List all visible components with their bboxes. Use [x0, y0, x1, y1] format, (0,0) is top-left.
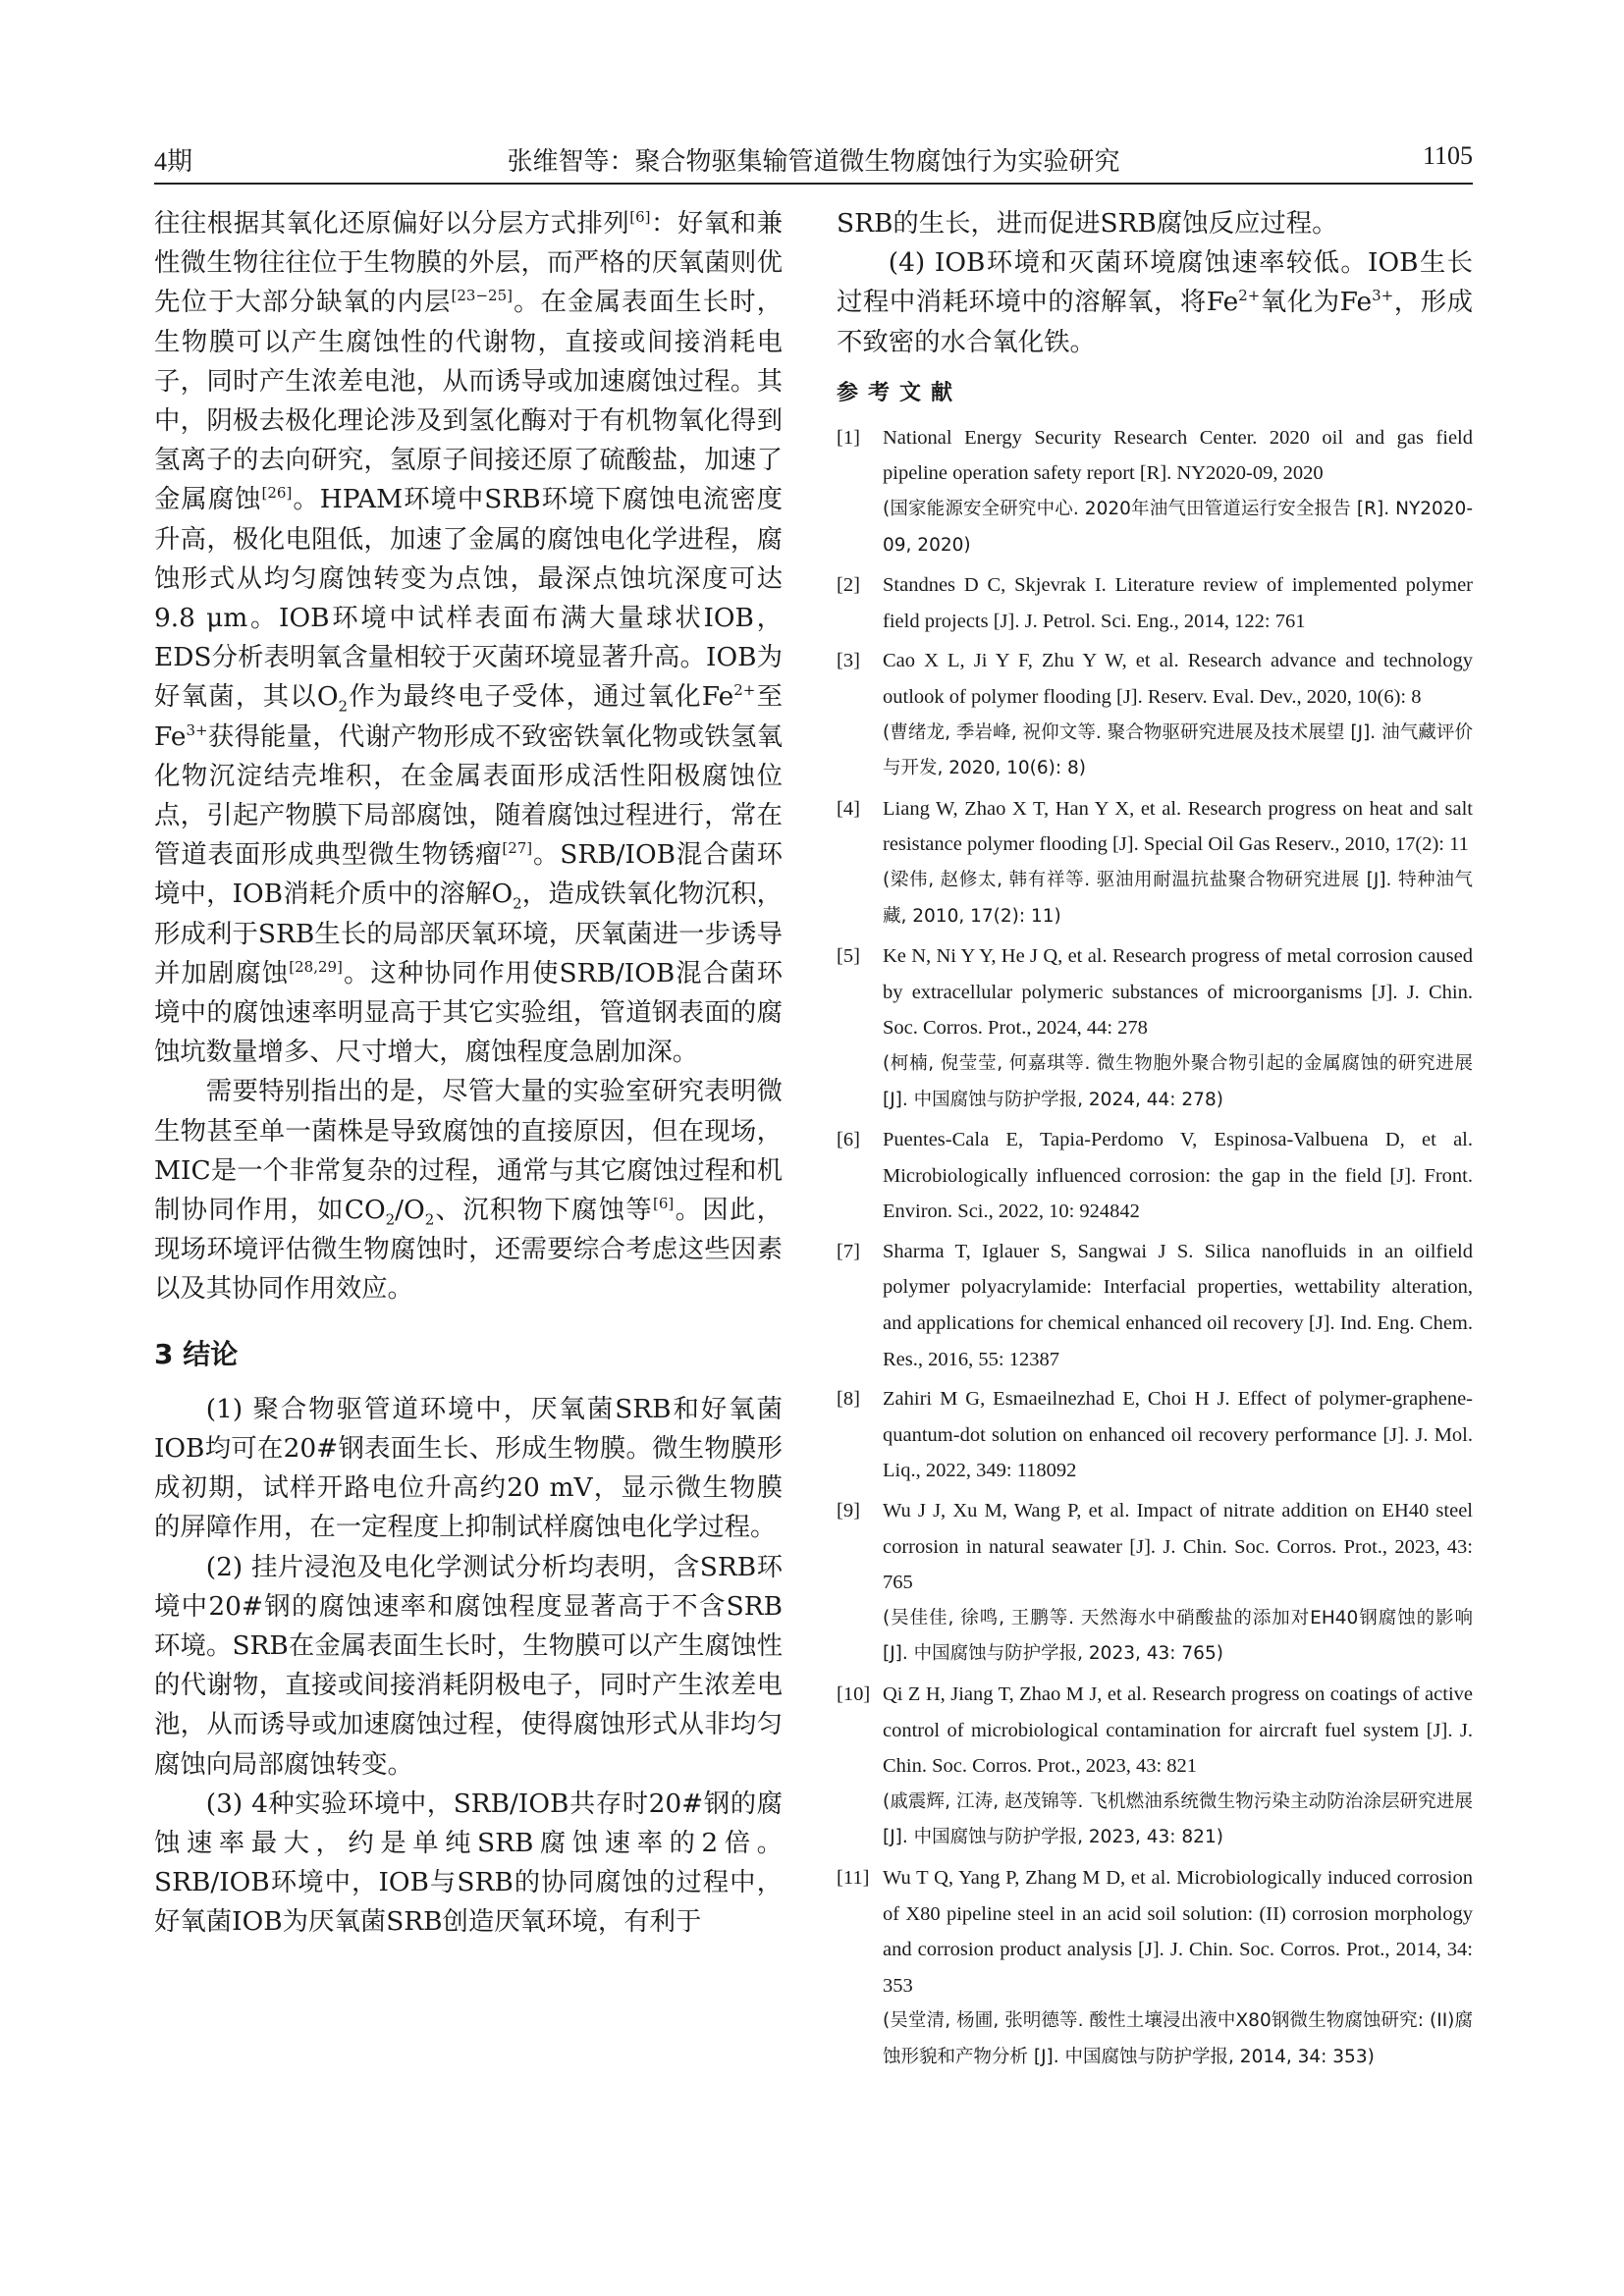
reference-number: [11] [837, 1866, 870, 1889]
reference-english: Wu T Q, Yang P, Zhang M D, et al. Microbiologically induced corrosion of X80 pipeline steel in an acid soil solution: (II) corrosion morphology and corrosion product analysis [J]. J. Chin. Soc. Corros. Prot., 2014, 34: 353 [883, 1866, 1473, 1997]
body-paragraph: 需要特别指出的是，尽管大量的实验室研究表明微生物甚至单一菌株是导致腐蚀的直接原因，但在现场，MIC是一个非常复杂的过程，通常与其它腐蚀过程和机制协同作用，如$CO_2/O_2$、沉积物下腐蚀等[6]。因此，现场环境评估微生物腐蚀时，还需要综合考虑这些因素以及其协同作用效应。 [154, 1076, 784, 1305]
reference-chinese: (吴佳佳, 徐鸣, 王鹏等. 天然海水中硝酸盐的添加对EH40钢腐蚀的影响 [J]. 中国腐蚀与防护学报, 2023, 43: 765) [883, 1607, 1473, 1665]
reference-number: [4] [837, 797, 860, 820]
reference-english: Ke N, Ni Y Y, He J Q, et al. Research progress of metal corrosion caused by extracellular polymeric substances of microorganisms [J]. J. Chin. Soc. Corros. Prot., 2024, 44: 278 [883, 945, 1473, 1040]
conclusion-item: (1) 聚合物驱管道环境中，厌氧菌SRB和好氧菌IOB均可在20#钢表面生长、形成生物膜。微生物膜形成初期，试样开路电位升高约20 mV，显示微生物膜的屏障作用，在一定程度上抑制试样腐蚀电化学过程。 [154, 1393, 783, 1543]
reference-number: [1] [837, 426, 860, 449]
reference-chinese: (柯楠, 倪莹莹, 何嘉琪等. 微生物胞外聚合物引起的金属腐蚀的研究进展 [J]. 中国腐蚀与防护学报, 2024, 44: 278) [883, 1052, 1473, 1110]
right-column [837, 204, 1473, 2080]
reference-chinese: (梁伟, 赵修太, 韩有祥等. 驱油用耐温抗盐聚合物研究进展 [J]. 特种油气藏, 2010, 17(2): 11) [883, 869, 1473, 927]
reference-list [837, 420, 1473, 2076]
reference-english: Cao X L, Ji Y F, Zhu Y W, et al. Research advance and technology outlook of polymer flooding [J]. Reserv. Eval. Dev., 2020, 10(6): 8 [883, 650, 1473, 708]
reference-item [837, 1493, 1473, 1673]
reference-number: [3] [837, 650, 860, 672]
reference-number: [6] [837, 1129, 860, 1151]
reference-number: [7] [837, 1240, 860, 1262]
reference-english: Sharma T, Iglauer S, Sangwai J S. Silica nanofluids in an oilfield polymer polyacrylamide: Interfacial properties, wettability alteration, and applications for chemical enhanced oil recovery [J]. Ind. Eng. Chem. Res., 2016, 55: 12387 [883, 1240, 1473, 1370]
reference-item [837, 1860, 1473, 2076]
running-header [154, 137, 1473, 185]
reference-english: National Energy Security Research Center. 2020 oil and gas field pipeline operation safety report [R]. NY2020-09, 2020 [883, 426, 1473, 485]
reference-chinese: (曹绪龙, 季岩峰, 祝仰文等. 聚合物驱研究进展及技术展望 [J]. 油气藏评价与开发, 2020, 10(6): 8) [883, 721, 1473, 779]
left-column [154, 204, 783, 1943]
reference-item [837, 1677, 1473, 1856]
body-paragraph: SRB的生长，进而促进SRB腐蚀反应过程。 [837, 208, 1338, 239]
reference-chinese: (吴堂清, 杨圃, 张明德等. 酸性土壤浸出液中X80钢微生物腐蚀研究: (II)腐蚀形貌和产物分析 [J]. 中国腐蚀与防护学报, 2014, 34: 353) [883, 2010, 1473, 2067]
reference-item [837, 938, 1473, 1118]
reference-item [837, 567, 1473, 639]
reference-item [837, 1381, 1473, 1489]
reference-number: [2] [837, 574, 860, 597]
reference-item [837, 1122, 1473, 1230]
reference-chinese: (戚震辉, 江涛, 赵茂锦等. 飞机燃油系统微生物污染主动防治涂层研究进展 [J]. 中国腐蚀与防护学报, 2023, 43: 821) [883, 1790, 1473, 1848]
reference-item [837, 643, 1473, 786]
reference-english: Liang W, Zhao X T, Han Y X, et al. Research progress on heat and salt resistance polymer flooding [J]. Special Oil Gas Reserv., 2010, 17(2): 11 [883, 797, 1473, 856]
reference-number: [10] [837, 1683, 871, 1705]
reference-number: [5] [837, 945, 860, 968]
reference-number: [9] [837, 1500, 860, 1522]
references-title: 参考文献 [837, 380, 963, 405]
conclusion-item: (2) 挂片浸泡及电化学测试分析均表明，含SRB环境中20#钢的腐蚀速率和腐蚀程度显著高于不含SRB环境。SRB在金属表面生长时，生物膜可以产生腐蚀性的代谢物，直接或间接消耗阴极电子，同时产生浓差电池，从而诱导或加速腐蚀过程，使得腐蚀形式从非均匀腐蚀向局部腐蚀转变。 [154, 1551, 783, 1780]
issue-number: 4期 [154, 147, 193, 176]
running-title: 张维智等：聚合物驱集输管道微生物腐蚀行为实验研究 [507, 147, 1120, 176]
conclusion-item: (3) 4种实验环境中，SRB/IOB共存时20#钢的腐蚀速率最大，约是单纯SRB腐蚀速率的2倍。SRB/IOB环境中，IOB与SRB的协同腐蚀的过程中，好氧菌IOB为厌氧菌SRB创造厌氧环境，有利于 [154, 1788, 783, 1938]
reference-item [837, 420, 1473, 563]
section-heading: 3 结论 [154, 1337, 239, 1370]
reference-chinese: (国家能源安全研究中心. 2020年油气田管道运行安全报告 [R]. NY2020-09, 2020) [883, 499, 1473, 556]
reference-english: Zahiri M G, Esmaeilnezhad E, Choi H J. Effect of polymer-graphene-quantum-dot solution on enhanced oil recovery performance [J]. J. Mol. Liq., 2022, 349: 118092 [883, 1388, 1473, 1482]
reference-english: Qi Z H, Jiang T, Zhao M J, et al. Research progress on coatings of active control of microbiological contamination for aircraft fuel system [J]. J. Chin. Soc. Corros. Prot., 2023, 43: 821 [883, 1683, 1473, 1778]
reference-english: Wu J J, Xu M, Wang P, et al. Impact of nitrate addition on EH40 steel corrosion in natural seawater [J]. J. Chin. Soc. Corros. Prot., 2023, 43: 765 [883, 1500, 1473, 1594]
reference-english: Standnes D C, Skjevrak I. Literature review of implemented polymer field projects [J]. J. Petrol. Sci. Eng., 2014, 122: 761 [883, 574, 1473, 632]
conclusion-item: (4) IOB环境和灭菌环境腐蚀速率较低。IOB生长过程中消耗环境中的溶解氧，将$Fe^{2+}$氧化为$Fe^{3+}$，形成不致密的水合氧化铁。 [837, 247, 1474, 357]
reference-item [837, 1234, 1473, 1377]
reference-item [837, 791, 1473, 934]
page-number: 1105 [1422, 141, 1473, 170]
reference-english: Puentes-Cala E, Tapia-Perdomo V, Espinosa-Valbuena D, et al. Microbiologically influenced corrosion: the gap in the field [J]. Front. Environ. Sci., 2022, 10: 924842 [883, 1129, 1473, 1223]
body-paragraph: 往往根据其氧化还原偏好以分层方式排列[6]：好氧和兼性微生物往往位于生物膜的外层，而严格的厌氧菌则优先位于大部分缺氧的内层[23−25]。在金属表面生长时，生物膜可以产生腐蚀性的代谢物，直接或间接消耗电子，同时产生浓差电池，从而诱导或加速腐蚀过程。其中，阴极去极化理论涉及到氢化酶对于有机物氧化得到氢离子的去向研究，氢原子间接还原了硫酸盐，加速了金属腐蚀[26]。HPAM环境中SRB环境下腐蚀电流密度升高，极化电阻低，加速了金属的腐蚀电化学进程，腐蚀形式从均匀腐蚀转变为点蚀，最深点蚀坑深度可达9.8 μm。IOB环境中试样表面布满大量球状IOB，EDS分析表明氧含量相较于灭菌环境显著升高。IOB为好氧菌，其以$O_2$作为最终电子受体，通过氧化$Fe^{2+}$至$Fe^{3+}$获得能量，代谢产物形成不致密铁氧化物或铁氢氧化物沉淀结壳堆积，在金属表面形成活性阳极腐蚀位点，引起产物膜下局部腐蚀，随着腐蚀过程进行，常在管道表面形成典型微生物锈瘤[27]。SRB/IOB混合菌环境中，IOB消耗介质中的溶解$O_2$，造成铁氧化物沉积，形成利于SRB生长的局部厌氧环境，厌氧菌进一步诱导并加剧腐蚀[28,29]。这种协同作用使SRB/IOB混合菌环境中的腐蚀速率明显高于其它实验组，管道钢表面的腐蚀坑数量增多、尺寸增大，腐蚀程度急剧加深。 [154, 208, 784, 1068]
reference-number: [8] [837, 1388, 860, 1411]
